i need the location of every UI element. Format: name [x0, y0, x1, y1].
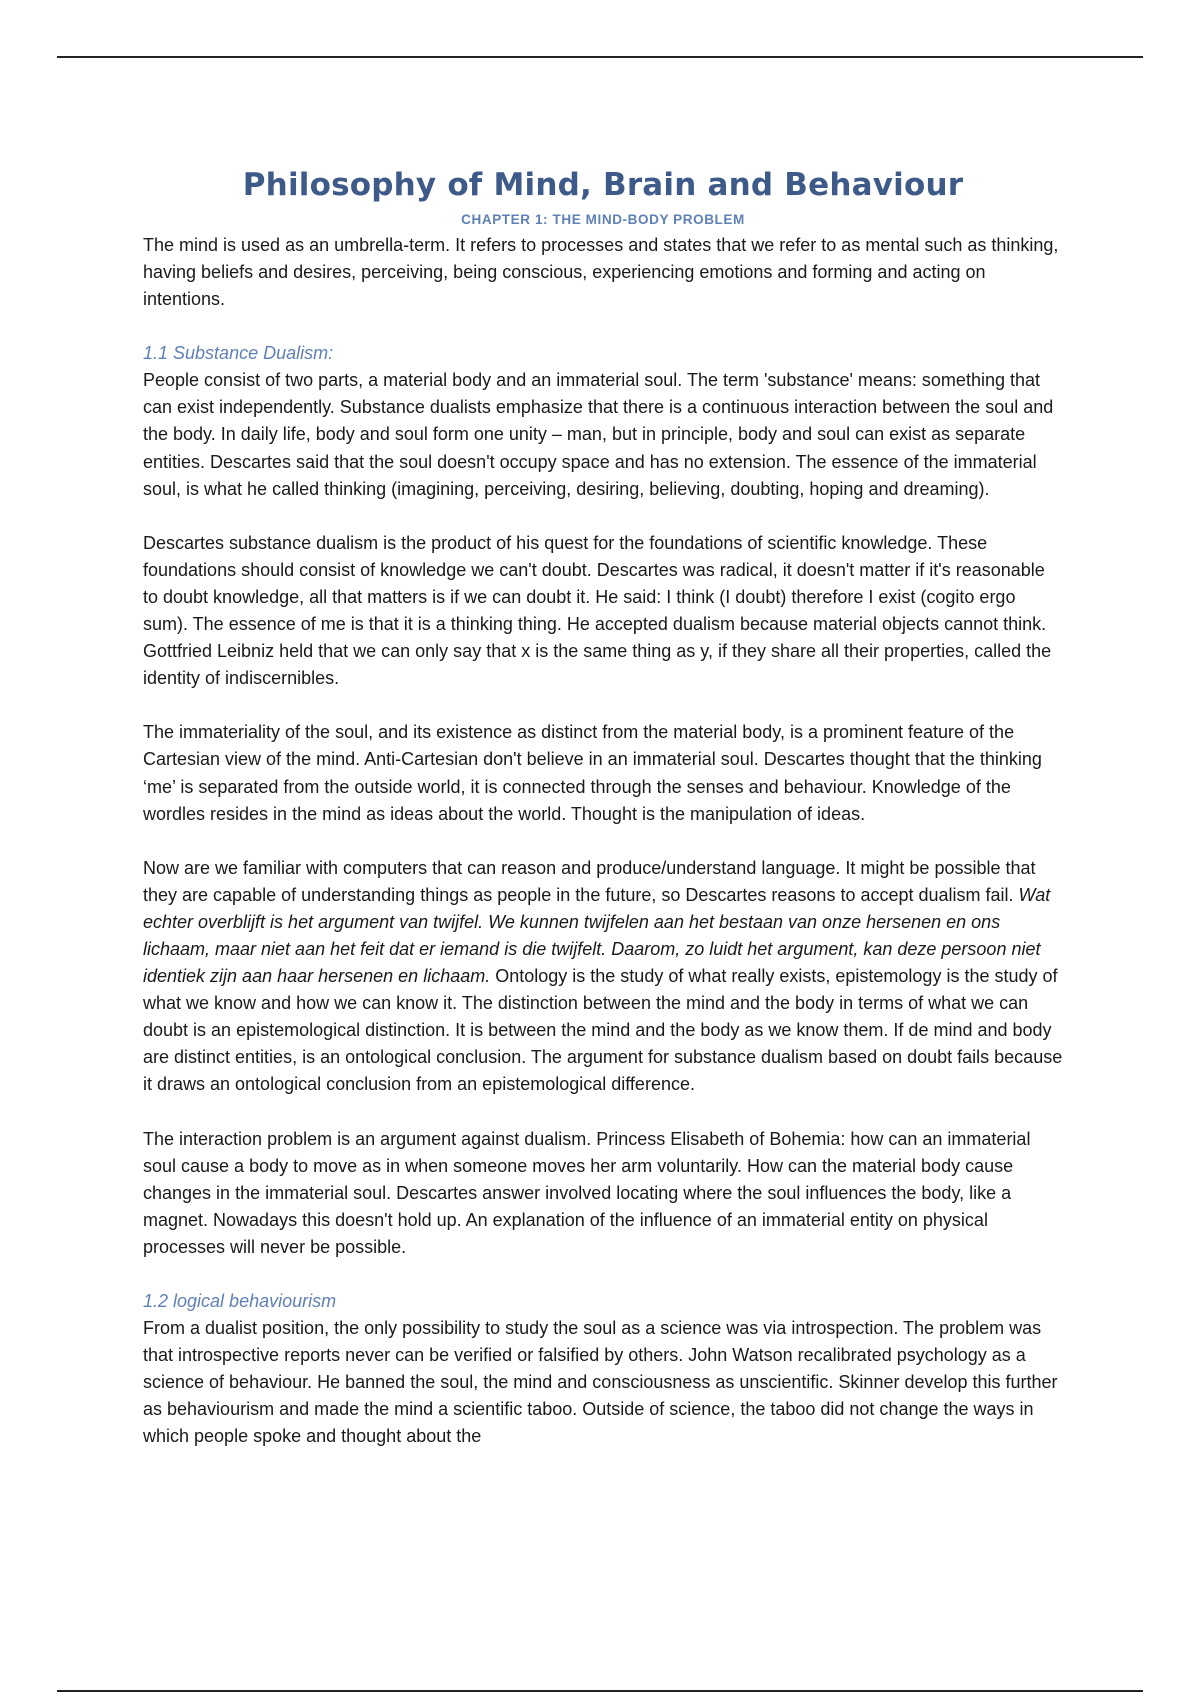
paragraph: The immateriality of the soul, and its existence as distinct from the material body, is a prominent feature of the Cartesian view of the mind. Anti-Cartesian don't believe in an immaterial soul. Descartes thought that the thinking ‘me’ is separated from the outside world, it is connected through the senses and behaviour. Knowledge of the wordles resides in the mind as ideas about the world. Thought is the manipulation of ideas.	[143, 722, 1042, 824]
paragraph: People consist of two parts, a material body and an immaterial soul. The term 'substance' means: something that can exist independently. Substance dualists emphasize that there is a continuous interaction between the soul and the body. In daily life, body and soul form one unity – man, but in principle, body and soul can exist as separate entities. Descartes said that the soul doesn't occupy space and has no extension. The essence of the immaterial soul, is what he called thinking (imagining, perceiving, desiring, believing, doubting, hoping and dreaming).	[143, 370, 1054, 499]
document-body	[143, 160, 1063, 1450]
paragraph-text: Now are we familiar with computers that can reason and produce/understand language. It might be possible that they are capable of understanding things as people in the future, so Descartes reasons to accept dualism fail.	[143, 857, 1036, 905]
paragraph: Descartes substance dualism is the product of his quest for the foundations of scientific knowledge. These foundations should consist of knowledge we can't doubt. Descartes was radical, it doesn't matter if it's reasonable to doubt knowledge, all that matters is if we can doubt it. He said: I think (I doubt) therefore I exist (cogito ergo sum). The essence of me is that it is a thinking thing. He accepted dualism because material objects cannot think. Gottfried Leibniz held that we can only say that x is the same thing as y, if they share all their properties, called the identity of indiscernibles.	[143, 532, 1052, 689]
header-rule	[57, 56, 1143, 58]
paragraph: The interaction problem is an argument against dualism. Princess Elisabeth of Bohemia: how can an immaterial soul cause a body to move as in when someone moves her arm voluntarily. How can the material body cause changes in the immaterial soul. Descartes answer involved locating where the soul influences the body, like a magnet. Nowadays this doesn't hold up. An explanation of the influence of an immaterial entity on physical processes will never be possible.	[143, 1128, 1031, 1257]
intro-paragraph: The mind is used as an umbrella-term. It refers to processes and states that we refer to as mental such as thinking, having beliefs and desires, perceiving, being conscious, experiencing emotions and forming and acting on intentions.	[143, 235, 1059, 310]
section-heading-substance-dualism: 1.1 Substance Dualism:	[143, 343, 334, 364]
footer-rule	[57, 1690, 1143, 1692]
paragraph	[143, 855, 1063, 1099]
document-title: Philosophy of Mind, Brain and Behaviour	[242, 167, 964, 203]
section-heading-logical-behaviourism: 1.2 logical behaviourism	[143, 1291, 337, 1311]
paragraph-text: Ontology is the study of what really exists, epistemology is the study of what we know and how we can know it. The distinction between the mind and the body in terms of what we can doubt is an epistemological distinction. It is between the mind and the body as we know them. If de mind and body are distinct entities, is an ontological conclusion. The argument for substance dualism based on doubt fails because it draws an ontological conclusion from an epistemological difference.	[143, 966, 1063, 1095]
chapter-heading: CHAPTER 1: THE MIND-BODY PROBLEM	[461, 212, 745, 227]
paragraph: From a dualist position, the only possibility to study the soul as a science was via introspection. The problem was that introspective reports never can be verified or falsified by others. John Watson recalibrated psychology as a science of behaviour. He banned the soul, the mind and consciousness as unscientific. Skinner develop this further as behaviourism and made the mind a scientific taboo. Outside of science, the taboo did not change the ways in which people spoke and thought about the	[143, 1318, 1058, 1447]
dutch-italic-text: Wat echter overblijft is het argument van twijfel. We kunnen twijfelen aan het bestaan van onze hersenen en ons lichaam, maar niet aan het feit dat er iemand is die twijfelt. Daarom, zo luidt het argument, kan deze persoon niet identiek zijn aan haar hersenen en lichaam.	[143, 884, 1051, 987]
